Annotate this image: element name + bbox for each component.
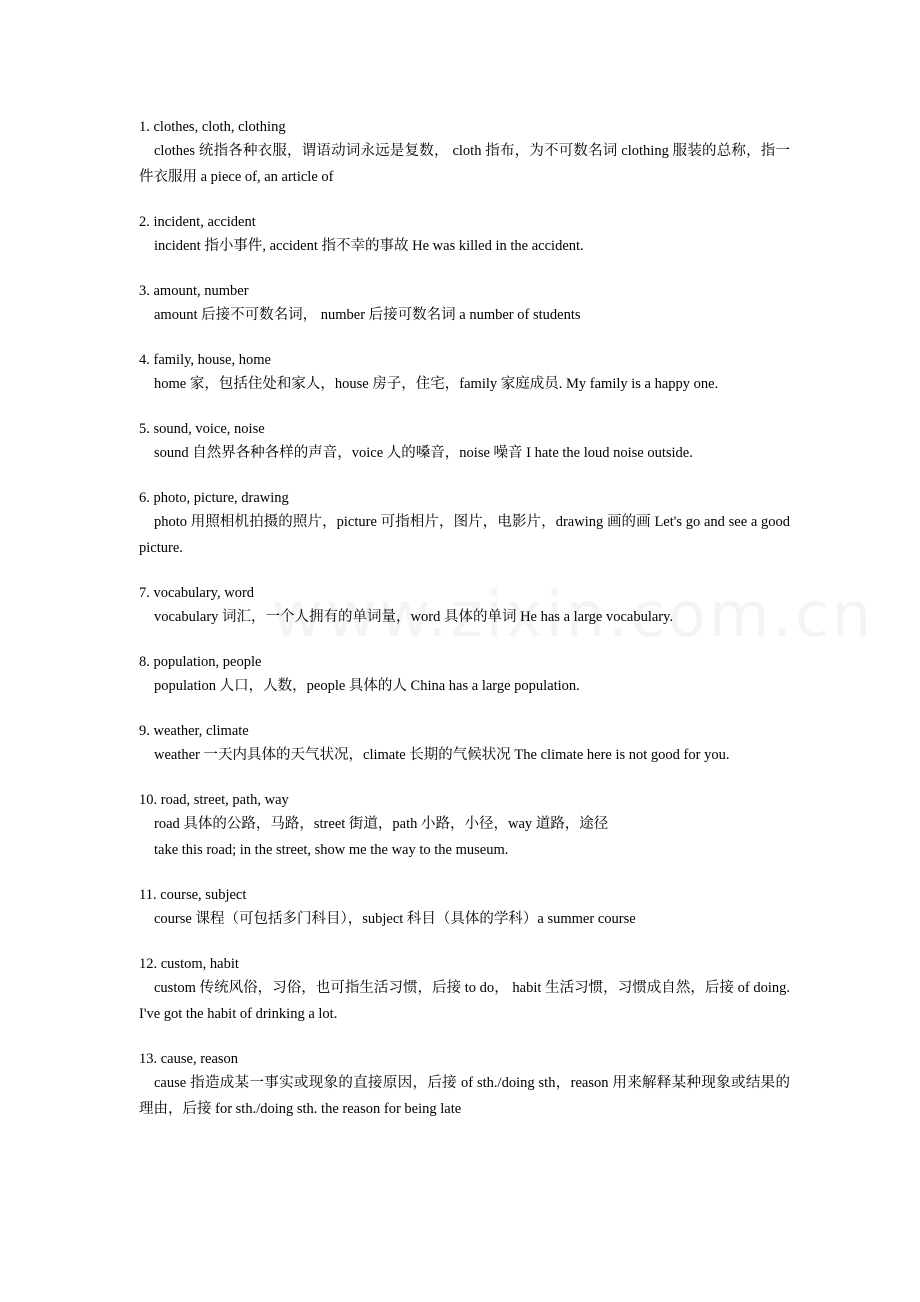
entry-title: 7. vocabulary, word [139, 585, 255, 601]
entry-title: 13. cause, reason [139, 1051, 239, 1067]
entry-text: cause 指造成某一事实或现象的直接原因，后接 of sth./doing sth，reason 用来解释某种现象或结果的理由，后接 for sth./doing sth. the reason for being late [139, 1075, 790, 1117]
entry-4 [139, 350, 790, 397]
entry-text: custom 传统风俗，习俗，也可指生活习惯，后接 to do， habit 生活习惯，习惯成自然，后接 of doing. I've got the habit of drinking a lot. [139, 980, 790, 1022]
entry-3 [139, 281, 790, 328]
entry-text: sound 自然界各种各样的声音，voice 人的嗓音，noise 噪音 I hate the loud noise outside. [154, 445, 693, 461]
entry-text: weather 一天内具体的天气状况，climate 长期的气候状况 The climate here is not good for you. [154, 747, 730, 763]
entry-title: 11. course, subject [139, 887, 247, 903]
entry-title: 6. photo, picture, drawing [139, 490, 289, 506]
entry-12 [139, 954, 790, 1027]
entry-text: course 课程（可包括多门科目），subject 科目（具体的学科）a summer course [154, 911, 636, 927]
entry-text: incident 指小事件, accident 指不幸的事故 He was killed in the accident. [154, 238, 584, 254]
entry-text: clothes 统指各种衣服，谓语动词永远是复数， cloth 指布，为不可数名词 clothing 服装的总称，指一件衣服用 a piece of, an article of [139, 143, 790, 185]
entry-text: take this road; in the street, show me the way to the museum. [154, 842, 509, 858]
entry-9 [139, 721, 790, 768]
document-body [139, 117, 790, 1144]
entry-2 [139, 212, 790, 259]
entry-text: vocabulary 词汇，一个人拥有的单词量，word 具体的单词 He has a large vocabulary. [154, 609, 674, 625]
entry-11 [139, 885, 790, 932]
entry-text: photo 用照相机拍摄的照片，picture 可指相片，图片，电影片，drawing 画的画 Let's go and see a good picture. [139, 514, 790, 556]
entry-text: home 家，包括住处和家人，house 房子，住宅，family 家庭成员. My family is a happy one. [154, 376, 719, 392]
entry-8 [139, 652, 790, 699]
entry-title: 9. weather, climate [139, 723, 249, 739]
entry-title: 8. population, people [139, 654, 262, 670]
entry-title: 2. incident, accident [139, 214, 256, 230]
entry-title: 4. family, house, home [139, 352, 271, 368]
entry-13 [139, 1049, 790, 1122]
entry-title: 3. amount, number [139, 283, 249, 299]
entry-10 [139, 790, 790, 863]
entry-title: 10. road, street, path, way [139, 792, 289, 808]
entry-title: 5. sound, voice, noise [139, 421, 265, 437]
entry-title: 12. custom, habit [139, 956, 239, 972]
entry-text: road 具体的公路，马路，street 街道，path 小路，小径，way 道路，途径 [154, 816, 609, 832]
entry-7 [139, 583, 790, 630]
entry-text: population 人口，人数，people 具体的人 China has a large population. [154, 678, 580, 694]
entry-title: 1. clothes, cloth, clothing [139, 119, 286, 135]
entry-5 [139, 419, 790, 466]
entry-text: amount 后接不可数名词， number 后接可数名词 a number of students [154, 307, 581, 323]
entry-1 [139, 117, 790, 190]
entry-6 [139, 488, 790, 561]
